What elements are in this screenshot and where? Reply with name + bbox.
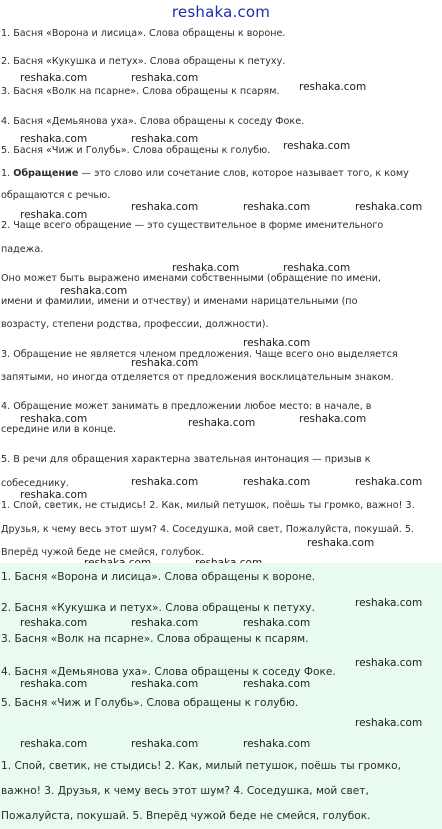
answer-block-line-2: 2. Басня «Кукушка и петух». Слова обращены к петуху. (1, 602, 315, 614)
theory-paragraph-2: 2. Чаще всего обращение — это существительное в форме именительного (1, 220, 384, 231)
term-obrashchenie: Обращение (13, 168, 79, 179)
watermark: reshaka.com (20, 678, 88, 690)
watermark: reshaka.com (20, 489, 88, 501)
watermark: reshaka.com (355, 201, 423, 213)
watermark: reshaka.com (172, 262, 240, 274)
watermark: reshaka.com (355, 476, 423, 488)
watermark: reshaka.com (20, 738, 88, 750)
watermark: reshaka.com (243, 201, 311, 213)
theory-paragraph-1-line-2: обращаются с речью. (1, 190, 111, 201)
theory-paragraph-5: 4. Обращение может занимать в предложении любое место: в начале, в (1, 401, 372, 412)
watermark: reshaka.com (131, 201, 199, 213)
answer-block-line-4: 4. Басня «Демьянова уха». Слова обращены к соседу Фоке. (1, 666, 336, 678)
theory-paragraph-6-line-2: собеседнику. (1, 478, 69, 489)
watermark: reshaka.com (20, 209, 88, 221)
watermark: reshaka.com (299, 413, 367, 425)
watermark: reshaka.com (131, 738, 199, 750)
example-line-2: Друзья, к чему весь этот шум? 4. Соседушка, мой свет, Пожалуйста, покушай. 5. (1, 524, 414, 535)
watermark: reshaka.com (131, 617, 199, 629)
watermark: reshaka.com (131, 678, 199, 690)
watermark: reshaka.com (243, 678, 311, 690)
answer-line-2: 2. Басня «Кукушка и петух». Слова обращены к петуху. (1, 56, 286, 67)
answer-block-example-line-3: Пожалуйста, покушай. 5. Вперёд чужой беде не смейся, голубок. (1, 810, 371, 822)
theory-paragraph-3-line-3: возрасту, степени родства, профессии, должности). (1, 319, 269, 330)
watermark: reshaka.com (20, 413, 88, 425)
theory-paragraph-1 (1, 168, 409, 180)
theory-paragraph-4: 3. Обращение не является членом предложения. Чаще всего оно выделяется (1, 349, 398, 360)
answer-block-line-3: 3. Басня «Волк на псарне». Слова обращены к псарям. (1, 633, 309, 645)
theory-paragraph-5-line-2: середине или в конце. (1, 424, 117, 435)
watermark: reshaka.com (307, 537, 375, 549)
example-line-3: Вперёд чужой беде не смейся, голубок. (1, 547, 205, 558)
theory-paragraph-4-line-2: запятыми, но иногда отделяется от предложения восклицательным знаком. (1, 372, 394, 383)
watermark: reshaka.com (355, 717, 423, 729)
watermark: reshaka.com (20, 133, 88, 145)
watermark: reshaka.com (60, 285, 128, 297)
watermark: reshaka.com (131, 72, 199, 84)
watermark: reshaka.com (131, 357, 199, 369)
watermark: reshaka.com (243, 617, 311, 629)
watermark: reshaka.com (243, 738, 311, 750)
answer-line-1: 1. Басня «Ворона и лисица». Слова обращены к вороне. (1, 28, 286, 39)
site-logo[interactable]: reshaka.com (171, 3, 271, 21)
watermark: reshaka.com (20, 72, 88, 84)
watermark: reshaka.com (299, 81, 367, 93)
answer-line-3: 3. Басня «Волк на псарне». Слова обращены к псарям. (1, 86, 280, 97)
watermark: reshaka.com (243, 337, 311, 349)
watermark: reshaka.com (355, 597, 423, 609)
answer-line-4: 4. Басня «Демьянова уха». Слова обращены к соседу Фоке. (1, 116, 305, 127)
watermark: reshaka.com (188, 417, 256, 429)
answer-block-line-5: 5. Басня «Чиж и Голубь». Слова обращены к голубю. (1, 697, 299, 709)
answer-block-line-1: 1. Басня «Ворона и лисица». Слова обращены к вороне. (1, 571, 316, 583)
theory-text: — это слово или сочетание слов, которое называет того, к кому (78, 168, 409, 179)
theory-paragraph-6: 5. В речи для обращения характерна звательная интонация — призыв к (1, 454, 371, 465)
watermark: reshaka.com (131, 476, 199, 488)
watermark: reshaka.com (283, 262, 351, 274)
answer-block-example-line-1: 1. Спой, светик, не стыдись! 2. Как, милый петушок, поёшь ты громко, (1, 760, 401, 772)
theory-number: 1. (1, 168, 14, 179)
watermark: reshaka.com (355, 657, 423, 669)
watermark: reshaka.com (243, 476, 311, 488)
answer-line-5: 5. Басня «Чиж и Голубь». Слова обращены к голубю. (1, 145, 271, 156)
example-line-1: 1. Спой, светик, не стыдись! 2. Как, милый петушок, поёшь ты громко, важно! 3. (1, 500, 415, 511)
theory-paragraph-3: Оно может быть выражено именами собственными (обращение по имени, (1, 273, 381, 284)
theory-paragraph-3-line-2: имени и фамилии, имени и отчеству) и именами нарицательными (по (1, 296, 358, 307)
answer-block-example-line-2: важно! 3. Друзья, к чему весь этот шум? 4. Соседушка, мой свет, (1, 785, 369, 797)
theory-paragraph-2-line-2: падежа. (1, 244, 44, 255)
watermark: reshaka.com (131, 133, 199, 145)
watermark: reshaka.com (283, 140, 351, 152)
watermark: reshaka.com (20, 617, 88, 629)
